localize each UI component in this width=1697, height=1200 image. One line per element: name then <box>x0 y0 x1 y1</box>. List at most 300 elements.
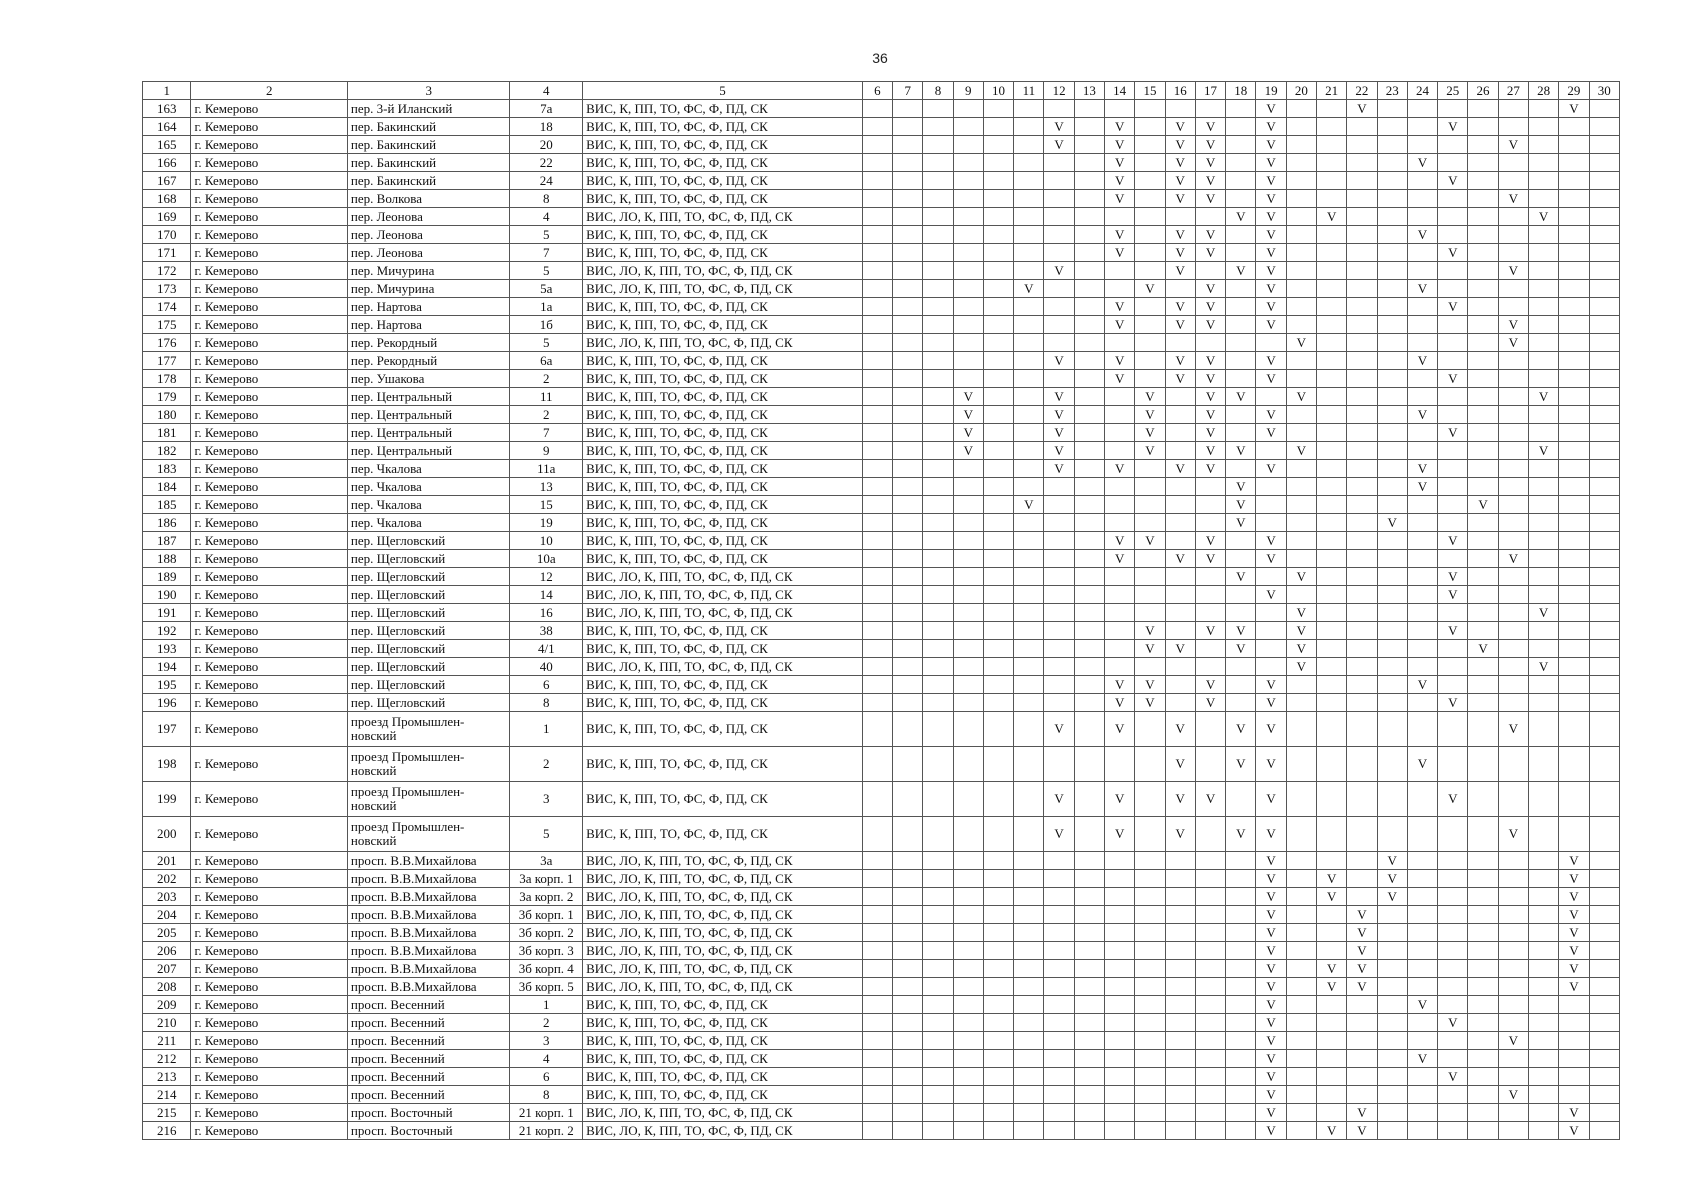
row-number: 214 <box>143 1086 191 1104</box>
empty-cell <box>1044 208 1074 226</box>
city-cell: г. Кемерово <box>191 334 347 352</box>
empty-cell <box>1014 906 1044 924</box>
check-mark: V <box>1256 460 1286 478</box>
check-mark: V <box>1559 888 1589 906</box>
check-mark: V <box>1105 676 1135 694</box>
check-mark: V <box>1256 226 1286 244</box>
empty-cell <box>1559 442 1589 460</box>
empty-cell <box>1347 658 1377 676</box>
empty-cell <box>1559 622 1589 640</box>
empty-cell <box>1317 478 1347 496</box>
empty-cell <box>1286 370 1316 388</box>
check-mark: V <box>1044 424 1074 442</box>
empty-cell <box>923 712 953 747</box>
empty-cell <box>1014 100 1044 118</box>
empty-cell <box>983 226 1013 244</box>
empty-cell <box>1377 1122 1407 1140</box>
empty-cell <box>983 532 1013 550</box>
empty-cell <box>953 460 983 478</box>
empty-cell <box>1468 1122 1498 1140</box>
empty-cell <box>1589 924 1619 942</box>
empty-cell <box>953 852 983 870</box>
street-cell: пер. Центральный <box>347 406 510 424</box>
empty-cell <box>1407 1104 1437 1122</box>
empty-cell <box>893 852 923 870</box>
empty-cell <box>1044 226 1074 244</box>
empty-cell <box>862 604 892 622</box>
row-number: 189 <box>143 568 191 586</box>
empty-cell <box>1438 100 1468 118</box>
empty-cell <box>1438 676 1468 694</box>
empty-cell <box>1044 244 1074 262</box>
empty-cell <box>1074 442 1104 460</box>
empty-cell <box>1044 640 1074 658</box>
empty-cell <box>953 1122 983 1140</box>
empty-cell <box>1074 118 1104 136</box>
empty-cell <box>1317 118 1347 136</box>
empty-cell <box>1347 514 1377 532</box>
empty-cell <box>1226 978 1256 996</box>
check-mark: V <box>1286 640 1316 658</box>
empty-cell <box>1195 1050 1225 1068</box>
empty-cell <box>1226 996 1256 1014</box>
empty-cell <box>1347 316 1377 334</box>
empty-cell <box>1317 298 1347 316</box>
empty-cell <box>1195 568 1225 586</box>
empty-cell <box>1226 370 1256 388</box>
check-mark: V <box>1226 640 1256 658</box>
empty-cell <box>862 208 892 226</box>
empty-cell <box>1468 960 1498 978</box>
column-header: 26 <box>1468 82 1498 100</box>
works-cell: ВИС, ЛО, К, ПП, ТО, ФС, Ф, ПД, СК <box>583 334 863 352</box>
empty-cell <box>1105 478 1135 496</box>
empty-cell <box>1559 262 1589 280</box>
empty-cell <box>983 550 1013 568</box>
check-mark: V <box>1286 388 1316 406</box>
empty-cell <box>1226 226 1256 244</box>
works-cell: ВИС, ЛО, К, ПП, ТО, ФС, Ф, ПД, СК <box>583 978 863 996</box>
empty-cell <box>862 694 892 712</box>
street-cell: пер. Щегловский <box>347 550 510 568</box>
row-number: 188 <box>143 550 191 568</box>
check-mark: V <box>1165 262 1195 280</box>
check-mark: V <box>1559 1104 1589 1122</box>
table-row <box>143 550 1620 568</box>
empty-cell <box>893 622 923 640</box>
empty-cell <box>1407 568 1437 586</box>
empty-cell <box>1589 136 1619 154</box>
empty-cell <box>1589 1086 1619 1104</box>
empty-cell <box>1438 136 1468 154</box>
table-row <box>143 154 1620 172</box>
empty-cell <box>1044 154 1074 172</box>
house-cell: 7а <box>510 100 583 118</box>
empty-cell <box>1589 586 1619 604</box>
empty-cell <box>1377 172 1407 190</box>
check-mark: V <box>1286 568 1316 586</box>
empty-cell <box>1014 244 1044 262</box>
empty-cell <box>953 496 983 514</box>
empty-cell <box>923 514 953 532</box>
empty-cell <box>1528 1122 1558 1140</box>
empty-cell <box>1468 1068 1498 1086</box>
empty-cell <box>1438 262 1468 280</box>
empty-cell <box>1589 442 1619 460</box>
empty-cell <box>862 190 892 208</box>
empty-cell <box>1074 586 1104 604</box>
empty-cell <box>862 226 892 244</box>
empty-cell <box>1559 460 1589 478</box>
check-mark: V <box>1407 460 1437 478</box>
empty-cell <box>953 996 983 1014</box>
house-cell: 2 <box>510 406 583 424</box>
check-mark: V <box>1226 747 1256 782</box>
empty-cell <box>1165 208 1195 226</box>
empty-cell <box>1347 1086 1377 1104</box>
check-mark: V <box>1256 172 1286 190</box>
row-number: 183 <box>143 460 191 478</box>
empty-cell <box>1135 190 1165 208</box>
empty-cell <box>1226 1050 1256 1068</box>
empty-cell <box>1135 550 1165 568</box>
empty-cell <box>1044 172 1074 190</box>
works-cell: ВИС, К, ПП, ТО, ФС, Ф, ПД, СК <box>583 424 863 442</box>
empty-cell <box>1286 1086 1316 1104</box>
empty-cell <box>1105 996 1135 1014</box>
table-row <box>143 568 1620 586</box>
empty-cell <box>953 747 983 782</box>
empty-cell <box>983 334 1013 352</box>
column-header: 12 <box>1044 82 1074 100</box>
empty-cell <box>1165 100 1195 118</box>
empty-cell <box>1559 1050 1589 1068</box>
empty-cell <box>1498 244 1528 262</box>
street-cell: пер. Нартова <box>347 316 510 334</box>
empty-cell <box>1226 1068 1256 1086</box>
house-cell: 10а <box>510 550 583 568</box>
empty-cell <box>1407 1086 1437 1104</box>
empty-cell <box>923 942 953 960</box>
empty-cell <box>893 136 923 154</box>
empty-cell <box>1407 388 1437 406</box>
empty-cell <box>1317 424 1347 442</box>
house-cell: 4 <box>510 1050 583 1068</box>
check-mark: V <box>1135 622 1165 640</box>
empty-cell <box>1074 244 1104 262</box>
empty-cell <box>1195 870 1225 888</box>
empty-cell <box>1438 888 1468 906</box>
check-mark: V <box>1498 817 1528 852</box>
table-row <box>143 532 1620 550</box>
empty-cell <box>862 658 892 676</box>
check-mark: V <box>1407 280 1437 298</box>
table-row <box>143 460 1620 478</box>
empty-cell <box>1074 316 1104 334</box>
empty-cell <box>953 244 983 262</box>
empty-cell <box>1438 406 1468 424</box>
row-number: 171 <box>143 244 191 262</box>
empty-cell <box>1044 532 1074 550</box>
empty-cell <box>1286 586 1316 604</box>
empty-cell <box>1286 870 1316 888</box>
empty-cell <box>1074 190 1104 208</box>
city-cell: г. Кемерово <box>191 712 347 747</box>
empty-cell <box>1438 712 1468 747</box>
check-mark: V <box>1165 460 1195 478</box>
empty-cell <box>1105 978 1135 996</box>
works-cell: ВИС, К, ПП, ТО, ФС, Ф, ПД, СК <box>583 154 863 172</box>
empty-cell <box>1286 244 1316 262</box>
empty-cell <box>1498 406 1528 424</box>
city-cell: г. Кемерово <box>191 244 347 262</box>
empty-cell <box>1317 1032 1347 1050</box>
empty-cell <box>1165 388 1195 406</box>
empty-cell <box>1074 870 1104 888</box>
works-cell: ВИС, К, ПП, ТО, ФС, Ф, ПД, СК <box>583 388 863 406</box>
check-mark: V <box>1165 352 1195 370</box>
empty-cell <box>1468 388 1498 406</box>
empty-cell <box>983 640 1013 658</box>
empty-cell <box>893 676 923 694</box>
empty-cell <box>862 978 892 996</box>
page-number: 36 <box>872 50 888 66</box>
empty-cell <box>1195 514 1225 532</box>
empty-cell <box>1589 676 1619 694</box>
empty-cell <box>862 1050 892 1068</box>
check-mark: V <box>1498 190 1528 208</box>
empty-cell <box>1347 172 1377 190</box>
works-cell: ВИС, К, ПП, ТО, ФС, Ф, ПД, СК <box>583 782 863 817</box>
check-mark: V <box>1256 136 1286 154</box>
check-mark: V <box>1195 316 1225 334</box>
city-cell: г. Кемерово <box>191 280 347 298</box>
empty-cell <box>1528 190 1558 208</box>
empty-cell <box>1195 1104 1225 1122</box>
works-cell: ВИС, К, ПП, ТО, ФС, Ф, ПД, СК <box>583 370 863 388</box>
empty-cell <box>1317 352 1347 370</box>
empty-cell <box>1438 334 1468 352</box>
empty-cell <box>1377 960 1407 978</box>
check-mark: V <box>1377 870 1407 888</box>
column-header: 20 <box>1286 82 1316 100</box>
check-mark: V <box>1377 888 1407 906</box>
empty-cell <box>1195 888 1225 906</box>
empty-cell <box>983 942 1013 960</box>
check-mark: V <box>1195 782 1225 817</box>
works-cell: ВИС, ЛО, К, ПП, ТО, ФС, Ф, ПД, СК <box>583 280 863 298</box>
empty-cell <box>1317 550 1347 568</box>
empty-cell <box>953 817 983 852</box>
empty-cell <box>1347 532 1377 550</box>
row-number: 184 <box>143 478 191 496</box>
empty-cell <box>1105 1122 1135 1140</box>
house-cell: 4/1 <box>510 640 583 658</box>
empty-cell <box>862 640 892 658</box>
empty-cell <box>1105 586 1135 604</box>
empty-cell <box>1165 442 1195 460</box>
header-row <box>143 82 1620 100</box>
empty-cell <box>1256 514 1286 532</box>
empty-cell <box>1377 747 1407 782</box>
check-mark: V <box>1165 154 1195 172</box>
empty-cell <box>893 1086 923 1104</box>
empty-cell <box>1014 996 1044 1014</box>
street-cell: пер. Щегловский <box>347 694 510 712</box>
empty-cell <box>1347 1014 1377 1032</box>
empty-cell <box>1559 782 1589 817</box>
check-mark: V <box>1044 262 1074 280</box>
empty-cell <box>1347 352 1377 370</box>
house-cell: 8 <box>510 694 583 712</box>
empty-cell <box>1135 852 1165 870</box>
empty-cell <box>1468 118 1498 136</box>
street-cell: пер. Бакинский <box>347 154 510 172</box>
empty-cell <box>1498 496 1528 514</box>
column-header: 29 <box>1559 82 1589 100</box>
empty-cell <box>1135 172 1165 190</box>
empty-cell <box>1074 640 1104 658</box>
empty-cell <box>1317 676 1347 694</box>
house-cell: 3 <box>510 782 583 817</box>
empty-cell <box>953 154 983 172</box>
empty-cell <box>923 226 953 244</box>
empty-cell <box>893 782 923 817</box>
table-row <box>143 352 1620 370</box>
empty-cell <box>1195 334 1225 352</box>
empty-cell <box>1105 888 1135 906</box>
empty-cell <box>1528 906 1558 924</box>
empty-cell <box>1165 280 1195 298</box>
empty-cell <box>862 924 892 942</box>
column-header: 7 <box>893 82 923 100</box>
empty-cell <box>953 978 983 996</box>
empty-cell <box>1528 1104 1558 1122</box>
empty-cell <box>1074 1032 1104 1050</box>
empty-cell <box>1044 298 1074 316</box>
empty-cell <box>1044 370 1074 388</box>
city-cell: г. Кемерово <box>191 640 347 658</box>
check-mark: V <box>1105 226 1135 244</box>
city-cell: г. Кемерово <box>191 586 347 604</box>
empty-cell <box>1347 406 1377 424</box>
empty-cell <box>1559 676 1589 694</box>
empty-cell <box>1195 1086 1225 1104</box>
empty-cell <box>1347 676 1377 694</box>
empty-cell <box>1528 460 1558 478</box>
table-row <box>143 782 1620 817</box>
empty-cell <box>1559 352 1589 370</box>
table-row <box>143 514 1620 532</box>
check-mark: V <box>1559 906 1589 924</box>
street-cell: проезд Промышлен-новский <box>347 817 510 852</box>
street-cell: пер. Леонова <box>347 208 510 226</box>
check-mark: V <box>1559 942 1589 960</box>
empty-cell <box>1377 136 1407 154</box>
column-header: 3 <box>347 82 510 100</box>
empty-cell <box>1377 1104 1407 1122</box>
empty-cell <box>1528 1068 1558 1086</box>
empty-cell <box>1407 622 1437 640</box>
empty-cell <box>1528 478 1558 496</box>
empty-cell <box>953 262 983 280</box>
empty-cell <box>862 747 892 782</box>
empty-cell <box>1377 352 1407 370</box>
empty-cell <box>1559 334 1589 352</box>
empty-cell <box>1377 370 1407 388</box>
table-row <box>143 1050 1620 1068</box>
empty-cell <box>1407 1032 1437 1050</box>
check-mark: V <box>1105 118 1135 136</box>
empty-cell <box>1468 622 1498 640</box>
empty-cell <box>1407 870 1437 888</box>
empty-cell <box>1528 996 1558 1014</box>
empty-cell <box>1165 622 1195 640</box>
empty-cell <box>1377 334 1407 352</box>
check-mark: V <box>1438 118 1468 136</box>
city-cell: г. Кемерово <box>191 942 347 960</box>
empty-cell <box>983 280 1013 298</box>
street-cell: пер. Щегловский <box>347 622 510 640</box>
empty-cell <box>1195 604 1225 622</box>
empty-cell <box>1165 424 1195 442</box>
empty-cell <box>1589 424 1619 442</box>
empty-cell <box>1528 298 1558 316</box>
table-row <box>143 478 1620 496</box>
empty-cell <box>1528 118 1558 136</box>
empty-cell <box>893 906 923 924</box>
empty-cell <box>1226 658 1256 676</box>
empty-cell <box>1407 334 1437 352</box>
empty-cell <box>1468 406 1498 424</box>
empty-cell <box>1317 782 1347 817</box>
check-mark: V <box>1528 208 1558 226</box>
check-mark: V <box>1256 888 1286 906</box>
empty-cell <box>1528 712 1558 747</box>
check-mark: V <box>1438 694 1468 712</box>
empty-cell <box>893 226 923 244</box>
empty-cell <box>1105 906 1135 924</box>
empty-cell <box>1226 298 1256 316</box>
row-number: 207 <box>143 960 191 978</box>
table-row <box>143 906 1620 924</box>
check-mark: V <box>1195 226 1225 244</box>
works-cell: ВИС, ЛО, К, ПП, ТО, ФС, Ф, ПД, СК <box>583 1104 863 1122</box>
column-header: 2 <box>191 82 347 100</box>
check-mark: V <box>1165 316 1195 334</box>
empty-cell <box>1559 298 1589 316</box>
check-mark: V <box>1438 622 1468 640</box>
empty-cell <box>1014 316 1044 334</box>
check-mark: V <box>1347 1122 1377 1140</box>
check-mark: V <box>1044 352 1074 370</box>
empty-cell <box>1074 388 1104 406</box>
works-cell: ВИС, ЛО, К, ПП, ТО, ФС, Ф, ПД, СК <box>583 1122 863 1140</box>
empty-cell <box>1377 924 1407 942</box>
empty-cell <box>1528 568 1558 586</box>
check-mark: V <box>1165 782 1195 817</box>
empty-cell <box>1135 1068 1165 1086</box>
table-row <box>143 1032 1620 1050</box>
empty-cell <box>1528 550 1558 568</box>
works-cell: ВИС, К, ПП, ТО, ФС, Ф, ПД, СК <box>583 136 863 154</box>
empty-cell <box>1528 244 1558 262</box>
empty-cell <box>1317 568 1347 586</box>
street-cell: просп. В.В.Михайлова <box>347 870 510 888</box>
empty-cell <box>1135 316 1165 334</box>
empty-cell <box>1074 154 1104 172</box>
empty-cell <box>1407 978 1437 996</box>
